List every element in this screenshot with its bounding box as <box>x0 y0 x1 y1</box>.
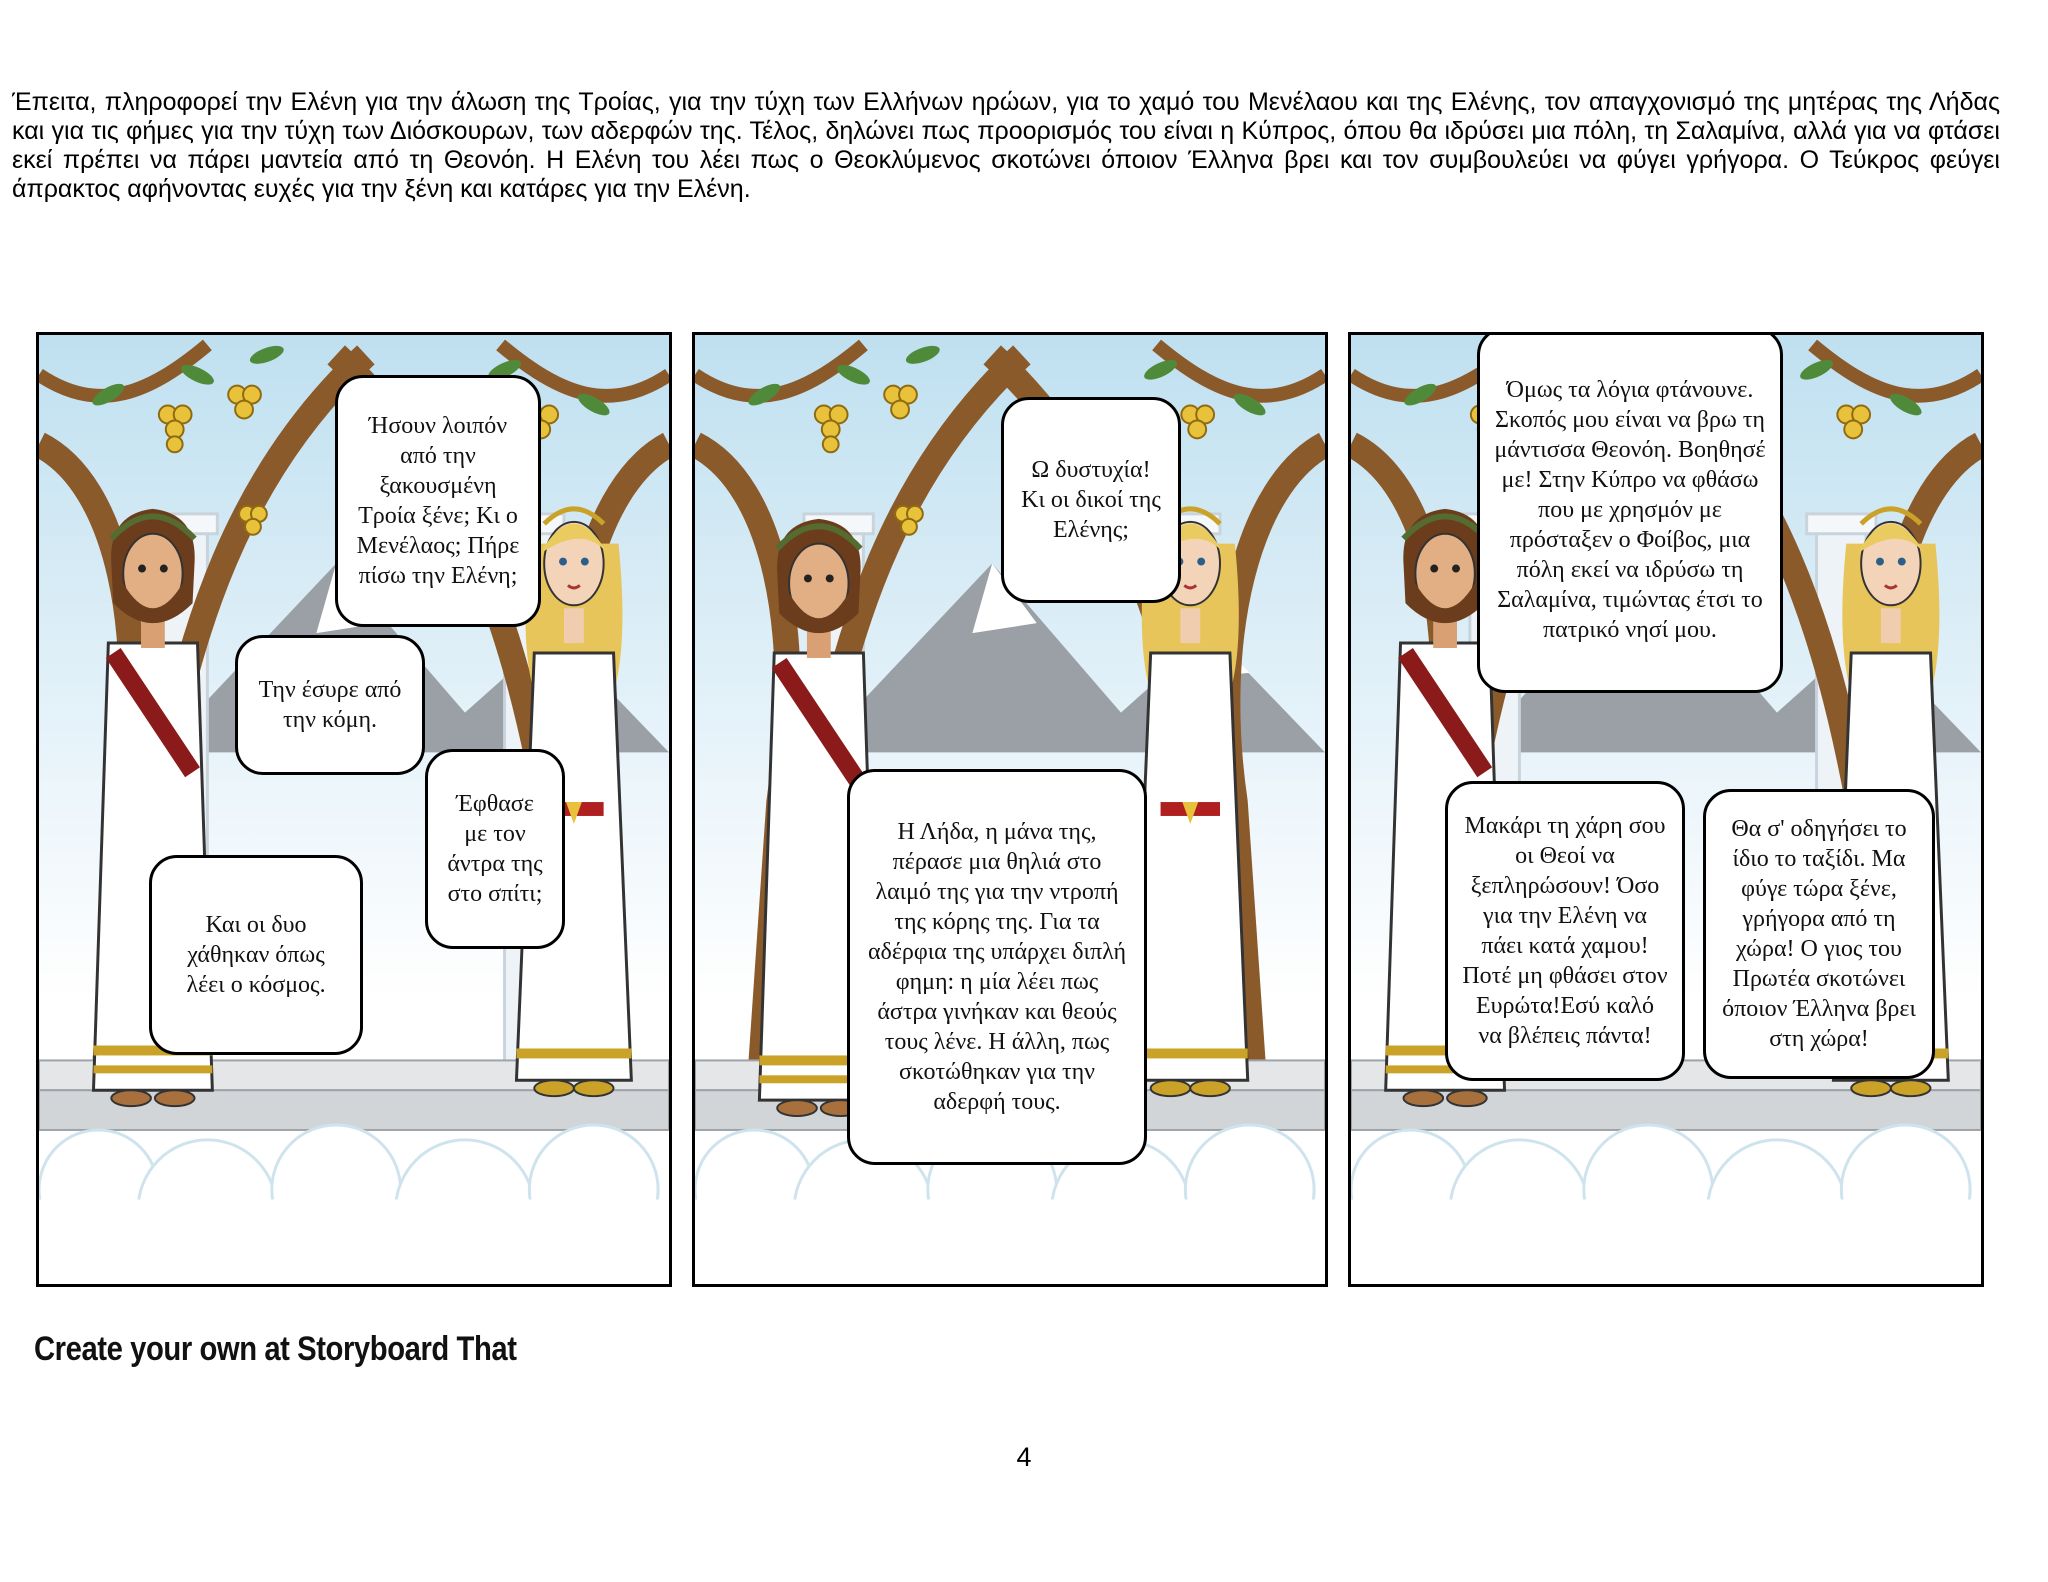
comic-panel-2 <box>692 332 1328 1287</box>
speech-bubble: Έφθασε με τον άντρα της στο σπίτι; <box>425 749 565 949</box>
comic-panel-3 <box>1348 332 1984 1287</box>
speech-bubble: Και οι δυο χάθηκαν όπως λέει ο κόσμος. <box>149 855 363 1055</box>
intro-paragraph: Έπειτα, πληροφορεί την Ελένη για την άλωση της Τροίας, για την τύχη των Ελλήνων ηρώων, για το χαμό του Μενέλαου και της Ελένης, τον απαγχονισμό της μητέρας της Λήδας και για τις φήμες για την τύχη των Διόσκουρων, των αδερφών της. Τέλος, δηλώνει πως προορισμός του είναι η Κύπρος, όπου θα ιδρύσει μια πόλη, τη Σαλαμίνα, αλλά για να φτάσει εκεί πρέπει να πάρει μαντεία από τη Θεονόη. Η Ελένη του λέει πως ο Θεοκλύμενος σκοτώνει όποιον Έλληνα βρει και τον συμβουλεύει να φύγει γρήγορα. Ο Τεύκρος φεύγει άπρακτος αφήνοντας ευχές για την ξένη και κατάρες για την Ελένη. <box>12 88 2000 203</box>
speech-bubble: Μακάρι τη χάρη σου οι Θεοί να ξεπληρώσουν! Όσο για την Ελένη να πάει κατά χαμου! Ποτέ μη φθάσει στον Ευρώτα!Εσύ καλό να βλέπεις πάντα! <box>1445 781 1685 1081</box>
speech-bubble: Ήσουν λοιπόν από την ξακουσμένη Τροία ξένε; Κι ο Μενέλαος; Πήρε πίσω την Ελένη; <box>335 375 541 627</box>
speech-bubble: Ω δυστυχία! Κι οι δικοί της Ελένης; <box>1001 397 1181 603</box>
speech-bubble: Όμως τα λόγια φτάνουνε. Σκοπός μου είναι να βρω τη μάντισσα Θεονόη. Βοηθησέ με! Στην Κύπρο να φθάσω που με χρησμόν με πρόσταξεν ο Φοίβος, μια πόλη εκεί να ιδρύσω τη Σαλαμίνα, τιμώντας έτσι το πατρικό νησί μου. <box>1477 332 1783 693</box>
speech-bubble: Η Λήδα, η μάνα της, πέρασε μια θηλιά στο λαιμό της για την ντροπή της κόρης της. Για τα αδέρφια της υπάρχει διπλή φημη: η μία λέει πως άστρα γινήκαν και θεούς τους λένε. Η άλλη, πως σκοτώθηκαν για την αδερφή τους. <box>847 769 1147 1165</box>
storyboard-that-credit: Create your own at Storyboard That <box>34 1330 517 1368</box>
comic-panel-1 <box>36 332 672 1287</box>
speech-bubble: Θα σ' οδηγήσει το ίδιο το ταξίδι. Μα φύγε τώρα ξένε, γρήγορα από τη χώρα! Ο γιος του Πρωτέα σκοτώνει όποιον Έλληνα βρει στη χώρα! <box>1703 789 1935 1079</box>
speech-bubble: Την έσυρε από την κόμη. <box>235 635 425 775</box>
page-number: 4 <box>1016 1442 1032 1472</box>
